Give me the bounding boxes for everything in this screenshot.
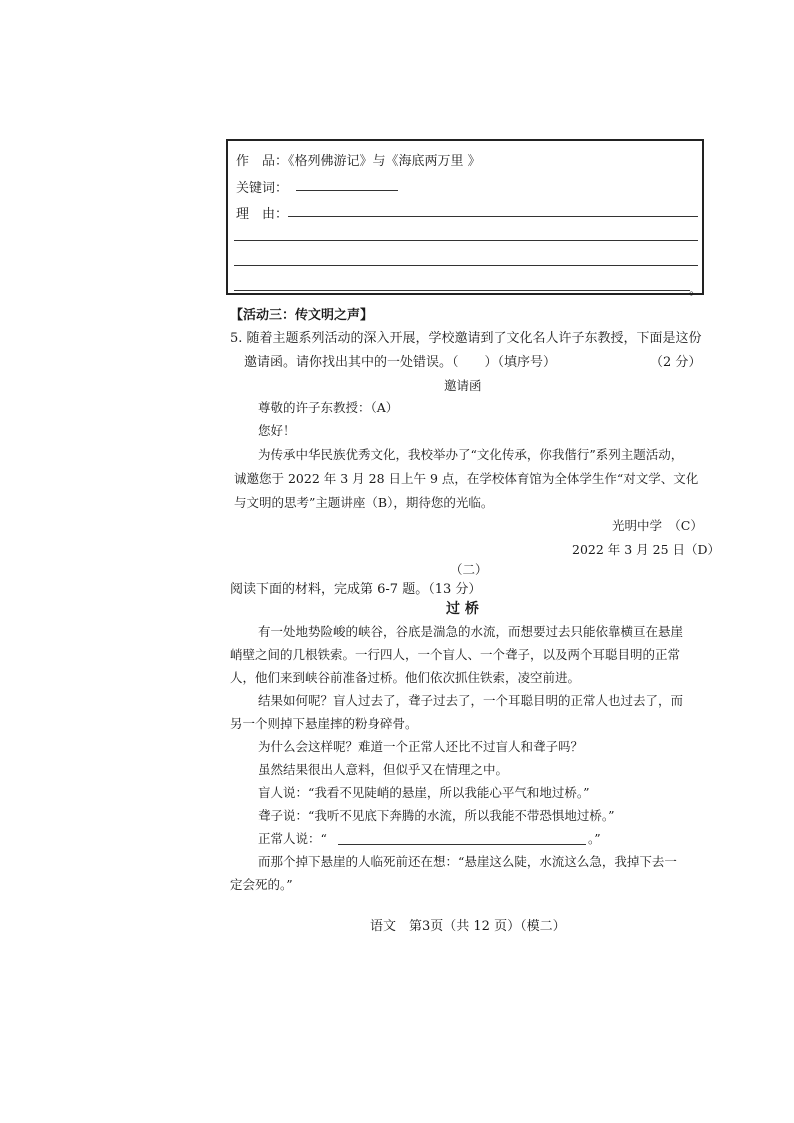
story-p7-blank[interactable] <box>338 844 586 845</box>
keyword-blank[interactable] <box>296 190 398 191</box>
works-row <box>236 150 481 169</box>
box-end-mark: 。 <box>689 283 703 298</box>
page-footer: 语文 第3页（共 12 页）（模二） <box>370 919 566 934</box>
reason-blank-4[interactable] <box>234 290 690 291</box>
story-p1-line1: 有一处地势险峻的峡谷，谷底是湍急的水流，而想要过去只能依靠横亘在悬崖 <box>258 624 684 639</box>
story-p6: 聋子说：“我听不见底下奔腾的水流，所以我能不带恐惧地过桥。” <box>258 808 615 823</box>
reason-blank-2[interactable] <box>234 240 698 241</box>
keyword-label: 关键词： <box>236 181 289 196</box>
letter-greeting: 您好！ <box>258 423 296 438</box>
activity3-heading: 【活动三：传文明之声】 <box>230 308 374 323</box>
q5-line1: 5. 随着主题系列活动的深入开展，学校邀请到了文化名人许子东教授，下面是这份 <box>230 331 702 346</box>
q5-score: （2 分） <box>650 355 702 370</box>
story-p1-line3: 人，他们来到峡谷前准备过桥。他们依次抓住铁索，凌空前进。 <box>230 670 581 685</box>
section2-number: （二） <box>450 562 488 577</box>
letter-title: 邀请函 <box>444 378 482 393</box>
letter-sender: 光明中学 （C） <box>612 518 703 533</box>
story-p2-line1: 结果如何呢？盲人过去了，聋子过去了，一个耳聪目明的正常人也过去了，而 <box>258 693 684 708</box>
works-label: 作 品： <box>236 154 289 169</box>
reason-blank-3[interactable] <box>234 265 698 266</box>
story-p8-line2: 定会死的。” <box>230 877 293 892</box>
reason-label: 理 由： <box>236 207 289 222</box>
letter-date: 2022 年 3 月 25 日（D） <box>572 542 721 557</box>
story-p8-line1: 而那个掉下悬崖的人临死前还在想：“悬崖这么陡，水流这么急，我掉下去一 <box>258 854 677 869</box>
story-p5: 盲人说：“我看不见陡峭的悬崖，所以我能心平气和地过桥。” <box>258 785 590 800</box>
story-p4: 虽然结果很出人意料，但似乎又在情理之中。 <box>258 762 509 777</box>
story-title: 过 桥 <box>446 601 479 617</box>
reason-blank-1[interactable] <box>288 216 698 217</box>
story-p2-line2: 另一个则掉下悬崖摔的粉身碎骨。 <box>230 716 418 731</box>
section2-instruction: 阅读下面的材料，完成第 6-7 题。（13 分） <box>230 582 482 597</box>
q5-line2: 邀请函。请你找出其中的一处错误。（ ）（填序号） <box>244 355 557 370</box>
story-p7-end: 。” <box>588 831 601 846</box>
story-p7-start: 正常人说：“ <box>258 831 327 846</box>
letter-salutation: 尊敬的许子东教授：（A） <box>258 400 399 415</box>
letter-body-line1: 为传承中华民族优秀文化，我校举办了“文化传承，你我偕行”系列主题活动， <box>258 447 684 462</box>
letter-body-line3: 与文明的思考”主题讲座（B），期待您的光临。 <box>234 495 494 510</box>
story-p3: 为什么会这样呢？难道一个正常人还比不过盲人和聋子吗？ <box>258 739 584 754</box>
letter-body-line2: 诚邀您于 2022 年 3 月 28 日上午 9 点，在学校体育馆为全体学生作“对文学、文化 <box>234 471 699 486</box>
works-value: 《格列佛游记》与《海底两万里 》 <box>288 154 481 169</box>
story-p1-line2: 峭壁之间的几根铁索。一行四人，一个盲人、一个聋子，以及两个耳聪目明的正常 <box>230 647 681 662</box>
